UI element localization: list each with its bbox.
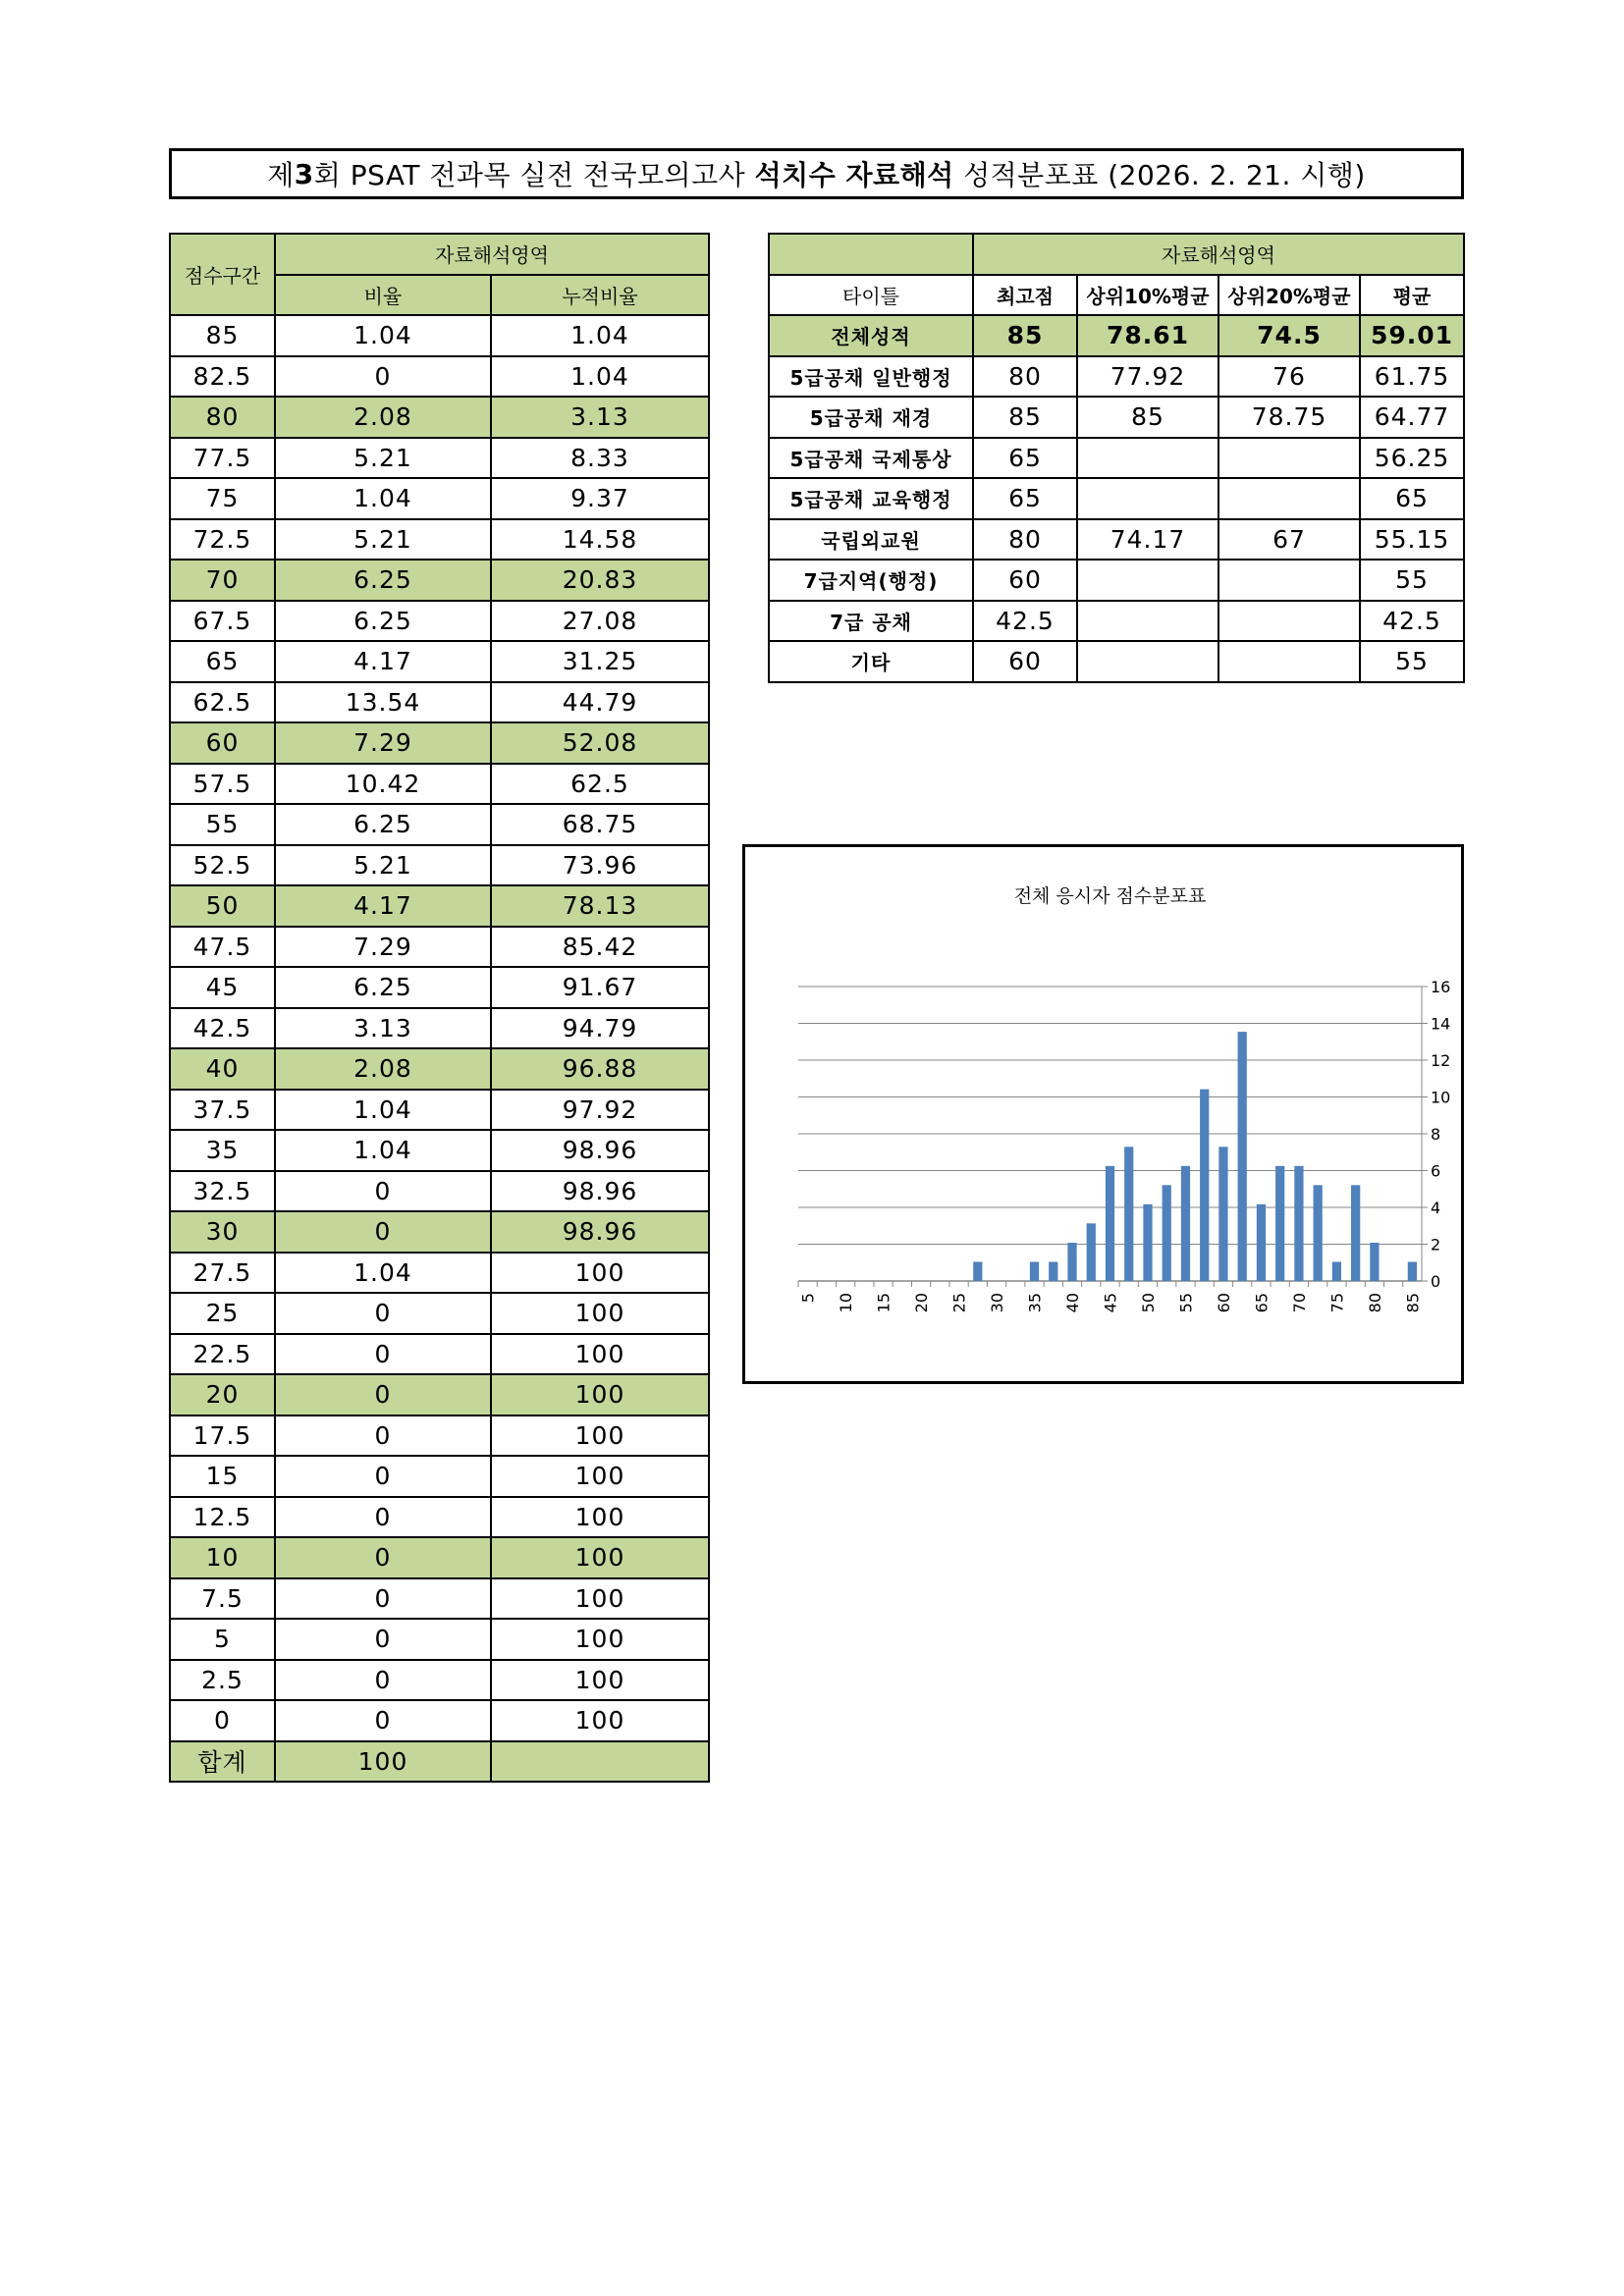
cell-ratio: 0 <box>275 1537 491 1578</box>
cell-max: 60 <box>973 560 1077 601</box>
cell-score: 62.5 <box>170 682 275 723</box>
x-tick-label: 60 <box>1214 1293 1233 1313</box>
cell-name: 5급공채 재경 <box>769 397 973 438</box>
x-tick-label: 40 <box>1063 1293 1083 1313</box>
chart-container <box>742 844 1464 1384</box>
cell-ratio: 0 <box>275 1415 491 1457</box>
title-prefix: 제 <box>267 159 295 191</box>
cell-ratio: 2.08 <box>275 1048 491 1090</box>
x-tick-label: 50 <box>1138 1293 1158 1313</box>
cell-ratio: 4.17 <box>275 641 491 682</box>
table-row <box>170 1008 709 1049</box>
title-number: 3 <box>294 157 314 190</box>
table-row <box>769 356 1464 398</box>
table-row <box>769 560 1464 601</box>
cell-score: 52.5 <box>170 845 275 886</box>
cell-score: 55 <box>170 804 275 845</box>
cell-score: 7.5 <box>170 1578 275 1620</box>
table-row <box>170 1253 709 1294</box>
cell-cum: 78.13 <box>491 885 709 927</box>
total-row <box>170 1741 709 1783</box>
cell-name: 국립외교원 <box>769 519 973 561</box>
bar <box>1218 1147 1227 1281</box>
table-row <box>170 1700 709 1741</box>
bar <box>1257 1204 1266 1281</box>
cell-ratio: 1.04 <box>275 1130 491 1171</box>
table-row <box>170 438 709 479</box>
y-tick-label: 4 <box>1431 1199 1441 1217</box>
cell-cum: 100 <box>491 1293 709 1334</box>
cell-cum: 1.04 <box>491 315 709 356</box>
cell-name: 5급공채 일반행정 <box>769 356 973 398</box>
cell-top20: 74.5 <box>1218 315 1360 356</box>
cell-top20: 76 <box>1218 356 1360 398</box>
x-tick-label: 5 <box>798 1293 818 1304</box>
cell-ratio: 0 <box>275 1700 491 1741</box>
x-tick-label: 25 <box>949 1293 969 1313</box>
cell-ratio: 0 <box>275 1619 491 1660</box>
table-row <box>170 927 709 968</box>
cell-score: 5 <box>170 1619 275 1660</box>
col-top10: 상위10%평균 <box>1077 275 1218 316</box>
x-tick-label: 35 <box>1025 1293 1045 1313</box>
cell-ratio: 0 <box>275 1456 491 1497</box>
bar <box>1143 1204 1152 1281</box>
cell-score: 2.5 <box>170 1660 275 1701</box>
cell-score: 42.5 <box>170 1008 275 1049</box>
cell-top20 <box>1218 641 1360 682</box>
cell-ratio: 3.13 <box>275 1008 491 1049</box>
cell-cum: 68.75 <box>491 804 709 845</box>
bar <box>1408 1262 1417 1282</box>
chart-title: 전체 응시자 점수분포표 <box>1013 885 1207 907</box>
bar <box>1294 1166 1303 1281</box>
bar <box>1124 1147 1133 1281</box>
cell-cum: 96.88 <box>491 1048 709 1090</box>
x-tick-label: 20 <box>912 1293 932 1313</box>
bar <box>1370 1243 1379 1281</box>
cell-name: 전체성적 <box>769 315 973 356</box>
cell-score: 50 <box>170 885 275 927</box>
table-row <box>170 1293 709 1334</box>
bar <box>1332 1262 1341 1282</box>
cell-cum: 98.96 <box>491 1130 709 1171</box>
cell-max: 65 <box>973 438 1077 479</box>
x-tick-label: 30 <box>988 1293 1007 1313</box>
cell-score: 22.5 <box>170 1334 275 1375</box>
y-tick-label: 0 <box>1431 1272 1441 1291</box>
cell-ratio: 0 <box>275 356 491 398</box>
cell-max: 42.5 <box>973 601 1077 642</box>
cell-ratio: 1.04 <box>275 1253 491 1294</box>
cell-ratio: 13.54 <box>275 682 491 723</box>
table-row <box>170 1660 709 1701</box>
cell-score: 17.5 <box>170 1415 275 1457</box>
cell-ratio: 0 <box>275 1293 491 1334</box>
cell-avg: 59.01 <box>1360 315 1464 356</box>
col-max: 최고점 <box>973 275 1077 316</box>
header-area: 자료해석영역 <box>275 234 709 275</box>
cell-cum: 100 <box>491 1537 709 1578</box>
table-row <box>769 641 1464 682</box>
table-row <box>170 1415 709 1457</box>
bar <box>1067 1243 1076 1281</box>
cell-ratio: 4.17 <box>275 885 491 927</box>
x-tick-label: 70 <box>1289 1293 1309 1313</box>
cell-cum: 100 <box>491 1700 709 1741</box>
cell-ratio: 0 <box>275 1660 491 1701</box>
cell-cum: 100 <box>491 1578 709 1620</box>
bar <box>1200 1090 1209 1281</box>
cell-max: 65 <box>973 478 1077 519</box>
table-row <box>170 1334 709 1375</box>
cell-cum: 14.58 <box>491 519 709 561</box>
table-row <box>170 1374 709 1415</box>
cell-cum: 8.33 <box>491 438 709 479</box>
table-row <box>170 1171 709 1212</box>
cell-top20 <box>1218 560 1360 601</box>
cell-score: 72.5 <box>170 519 275 561</box>
y-tick-label: 16 <box>1431 978 1451 996</box>
cell-score: 27.5 <box>170 1253 275 1294</box>
y-tick-label: 8 <box>1431 1125 1441 1144</box>
table-row <box>170 601 709 642</box>
x-tick-label: 10 <box>837 1293 856 1313</box>
x-tick-label: 65 <box>1252 1293 1272 1313</box>
bar <box>1087 1223 1096 1281</box>
cell-score: 65 <box>170 641 275 682</box>
cell-ratio: 0 <box>275 1374 491 1415</box>
cell-score: 25 <box>170 1293 275 1334</box>
score-distribution-chart <box>745 847 1461 1381</box>
cell-score: 0 <box>170 1700 275 1741</box>
table-row <box>170 885 709 927</box>
table-row <box>170 641 709 682</box>
bar <box>1275 1166 1284 1281</box>
cell-cum: 52.08 <box>491 722 709 764</box>
cell-score: 35 <box>170 1130 275 1171</box>
cell-score: 47.5 <box>170 927 275 968</box>
cell-ratio: 5.21 <box>275 519 491 561</box>
table-row <box>170 1130 709 1171</box>
table-row <box>170 356 709 398</box>
cell-score: 12.5 <box>170 1497 275 1538</box>
x-tick-label: 80 <box>1365 1293 1384 1313</box>
cell-score: 85 <box>170 315 275 356</box>
cell-ratio: 1.04 <box>275 1090 491 1131</box>
cell-score: 10 <box>170 1537 275 1578</box>
table-row <box>170 315 709 356</box>
cell-top20 <box>1218 601 1360 642</box>
table-row <box>170 397 709 438</box>
table-row <box>170 682 709 723</box>
cell-max: 80 <box>973 356 1077 398</box>
col-top20: 상위20%평균 <box>1218 275 1360 316</box>
cell-avg: 65 <box>1360 478 1464 519</box>
cell-cum: 91.67 <box>491 967 709 1008</box>
cell-score: 67.5 <box>170 601 275 642</box>
table-row <box>170 1619 709 1660</box>
header-score-range: 점수구간 <box>170 234 275 315</box>
table-row <box>170 1048 709 1090</box>
header-ratio: 비율 <box>275 275 491 316</box>
total-label: 합계 <box>170 1741 275 1783</box>
cell-cum: 100 <box>491 1334 709 1375</box>
cell-top20: 78.75 <box>1218 397 1360 438</box>
cell-cum: 100 <box>491 1415 709 1457</box>
page-title <box>169 148 1464 199</box>
bar <box>1163 1185 1171 1281</box>
bar <box>1106 1166 1114 1281</box>
cell-score: 57.5 <box>170 764 275 805</box>
cell-score: 45 <box>170 967 275 1008</box>
cell-cum: 100 <box>491 1253 709 1294</box>
cell-max: 80 <box>973 519 1077 561</box>
cell-score: 75 <box>170 478 275 519</box>
cell-cum: 100 <box>491 1619 709 1660</box>
cell-top10 <box>1077 560 1218 601</box>
y-tick-label: 6 <box>1431 1161 1441 1181</box>
table-row <box>769 315 1464 356</box>
cell-ratio: 6.25 <box>275 804 491 845</box>
cell-ratio: 7.29 <box>275 722 491 764</box>
bar <box>1049 1262 1057 1282</box>
cell-avg: 42.5 <box>1360 601 1464 642</box>
cell-ratio: 0 <box>275 1211 491 1253</box>
table-row <box>170 560 709 601</box>
cell-top10 <box>1077 641 1218 682</box>
cell-ratio: 5.21 <box>275 845 491 886</box>
cell-cum: 94.79 <box>491 1008 709 1049</box>
cell-ratio: 1.04 <box>275 315 491 356</box>
total-cumulative <box>491 1741 709 1783</box>
cell-score: 70 <box>170 560 275 601</box>
cell-name: 7급지역(행정) <box>769 560 973 601</box>
cell-top20: 67 <box>1218 519 1360 561</box>
cell-avg: 56.25 <box>1360 438 1464 479</box>
cell-cum: 98.96 <box>491 1211 709 1253</box>
cell-score: 82.5 <box>170 356 275 398</box>
cell-top20 <box>1218 478 1360 519</box>
cell-cum: 62.5 <box>491 764 709 805</box>
cell-score: 37.5 <box>170 1090 275 1131</box>
cell-ratio: 0 <box>275 1497 491 1538</box>
y-tick-label: 12 <box>1431 1051 1451 1070</box>
cell-avg: 55.15 <box>1360 519 1464 561</box>
table-row <box>170 845 709 886</box>
cell-top10 <box>1077 438 1218 479</box>
cell-ratio: 6.25 <box>275 967 491 1008</box>
cell-max: 85 <box>973 397 1077 438</box>
cell-top10: 74.17 <box>1077 519 1218 561</box>
cell-max: 85 <box>973 315 1077 356</box>
bar <box>1238 1032 1247 1281</box>
total-ratio: 100 <box>275 1741 491 1783</box>
title-middle: 회 PSAT 전과목 실전 전국모의고사 <box>313 159 755 191</box>
summary-corner <box>769 234 973 275</box>
cell-score: 60 <box>170 722 275 764</box>
cell-ratio: 5.21 <box>275 438 491 479</box>
cell-cum: 1.04 <box>491 356 709 398</box>
table-row <box>170 1537 709 1578</box>
cell-name: 5급공채 국제통상 <box>769 438 973 479</box>
cell-cum: 44.79 <box>491 682 709 723</box>
cell-cum: 100 <box>491 1456 709 1497</box>
x-tick-label: 45 <box>1101 1293 1120 1313</box>
table-row <box>170 519 709 561</box>
table-row <box>170 1090 709 1131</box>
cell-score: 20 <box>170 1374 275 1415</box>
bar <box>1314 1185 1323 1281</box>
table-row <box>170 804 709 845</box>
table-row <box>170 1497 709 1538</box>
bar <box>973 1262 982 1282</box>
table-row <box>170 1578 709 1620</box>
cell-cum: 20.83 <box>491 560 709 601</box>
table-row <box>769 478 1464 519</box>
cell-ratio: 7.29 <box>275 927 491 968</box>
cell-avg: 64.77 <box>1360 397 1464 438</box>
cell-cum: 9.37 <box>491 478 709 519</box>
cell-ratio: 0 <box>275 1334 491 1375</box>
table-row <box>170 722 709 764</box>
cell-score: 32.5 <box>170 1171 275 1212</box>
summary-header-area: 자료해석영역 <box>973 234 1464 275</box>
cell-cum: 3.13 <box>491 397 709 438</box>
cell-cum: 73.96 <box>491 845 709 886</box>
table-row <box>769 438 1464 479</box>
cell-avg: 55 <box>1360 641 1464 682</box>
cell-top10: 78.61 <box>1077 315 1218 356</box>
cell-score: 30 <box>170 1211 275 1253</box>
bar <box>1181 1166 1190 1281</box>
cell-top10: 77.92 <box>1077 356 1218 398</box>
cell-max: 60 <box>973 641 1077 682</box>
title-subject: 석치수 자료해석 <box>754 159 954 191</box>
cell-ratio: 1.04 <box>275 478 491 519</box>
table-row <box>769 397 1464 438</box>
y-tick-label: 2 <box>1431 1235 1441 1255</box>
cell-cum: 100 <box>491 1660 709 1701</box>
x-tick-label: 85 <box>1403 1293 1423 1313</box>
cell-score: 40 <box>170 1048 275 1090</box>
cell-top10: 85 <box>1077 397 1218 438</box>
cell-top10 <box>1077 601 1218 642</box>
cell-cum: 31.25 <box>491 641 709 682</box>
cell-ratio: 0 <box>275 1171 491 1212</box>
cell-cum: 97.92 <box>491 1090 709 1131</box>
cell-ratio: 6.25 <box>275 601 491 642</box>
title-suffix: 성적분포표 (2026. 2. 21. 시행) <box>953 159 1366 191</box>
cell-cum: 100 <box>491 1374 709 1415</box>
cell-score: 15 <box>170 1456 275 1497</box>
cell-name: 기타 <box>769 641 973 682</box>
cell-score: 77.5 <box>170 438 275 479</box>
bar <box>1351 1185 1360 1281</box>
x-tick-label: 75 <box>1327 1293 1347 1313</box>
cell-top20 <box>1218 438 1360 479</box>
table-row <box>170 764 709 805</box>
table-row <box>170 1211 709 1253</box>
x-tick-label: 15 <box>874 1293 893 1313</box>
x-tick-label: 55 <box>1176 1293 1196 1313</box>
table-row <box>170 1456 709 1497</box>
table-row <box>170 967 709 1008</box>
cell-cum: 100 <box>491 1497 709 1538</box>
cell-ratio: 10.42 <box>275 764 491 805</box>
cell-ratio: 6.25 <box>275 560 491 601</box>
cell-name: 5급공채 교육행정 <box>769 478 973 519</box>
col-title: 타이틀 <box>769 275 973 316</box>
cell-avg: 61.75 <box>1360 356 1464 398</box>
bar <box>1030 1262 1039 1282</box>
cell-ratio: 2.08 <box>275 397 491 438</box>
y-tick-label: 10 <box>1431 1088 1451 1107</box>
cell-avg: 55 <box>1360 560 1464 601</box>
table-row <box>769 601 1464 642</box>
cell-cum: 98.96 <box>491 1171 709 1212</box>
cell-score: 80 <box>170 397 275 438</box>
cell-cum: 85.42 <box>491 927 709 968</box>
table-row <box>769 519 1464 561</box>
score-distribution-table <box>169 233 710 1783</box>
cell-top10 <box>1077 478 1218 519</box>
y-tick-label: 14 <box>1431 1014 1451 1034</box>
table-row <box>170 478 709 519</box>
cell-cum: 27.08 <box>491 601 709 642</box>
cell-name: 7급 공채 <box>769 601 973 642</box>
header-cumulative: 누적비율 <box>491 275 709 316</box>
cell-ratio: 0 <box>275 1578 491 1620</box>
col-avg: 평균 <box>1360 275 1464 316</box>
summary-table <box>768 233 1465 683</box>
